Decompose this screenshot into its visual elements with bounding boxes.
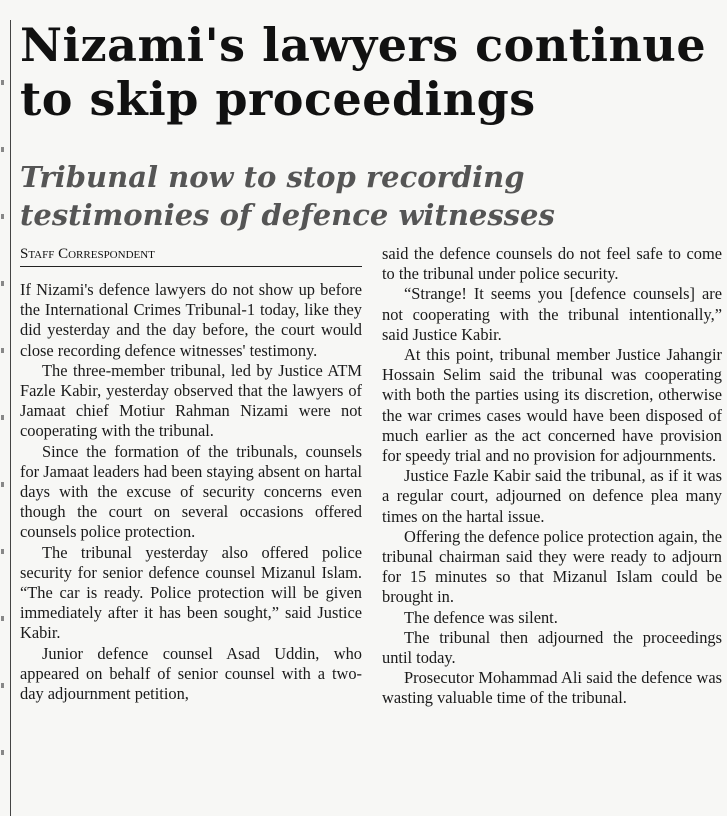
paragraph: Prosecutor Mohammad Ali said the defence was wasting valuable time of the tribunal. bbox=[382, 668, 722, 708]
headline: Nizami's lawyers continue to skip proceedings bbox=[20, 18, 707, 126]
paragraph: Since the formation of the tribunals, counsels for Jamaat leaders had been staying absent on hartal days with the excuse of security concerns even though the court on several occasions offered counsels police protection. bbox=[20, 441, 362, 542]
column-rule bbox=[10, 20, 11, 816]
paragraph: The tribunal then adjourned the proceedings until today. bbox=[382, 627, 722, 668]
paragraph: At this point, tribunal member Justice Jahangir Hossain Selim said the tribunal was cooperating with both the parties using its discretion, otherwise the war crimes cases would have been disposed of much earlier as the act concerned have provision for speedy trial and no provision for adjournments. bbox=[382, 345, 722, 466]
adjacent-column-fragment bbox=[0, 80, 6, 816]
article-column-2 bbox=[382, 244, 722, 709]
paragraph: said the defence counsels do not feel safe to come to the tribunal under police security. bbox=[382, 244, 722, 284]
article-column-1 bbox=[20, 280, 362, 704]
subheadline: Tribunal now to stop recording testimonies of defence witnesses bbox=[20, 160, 555, 232]
paragraph: “Strange! It seems you [defence counsels] are not cooperating with the tribunal intentionally,” said Justice Kabir. bbox=[382, 284, 722, 344]
paragraph: The tribunal yesterday also offered police security for senior defence counsel Mizanul Islam. “The car is ready. Police protection will be given immediately after it has been sought,” said Justice Kabir. bbox=[20, 542, 362, 643]
byline: Staff Correspondent bbox=[20, 244, 362, 267]
paragraph: The defence was silent. bbox=[404, 607, 558, 627]
paragraph: If Nizami's defence lawyers do not show up before the International Crimes Tribunal-1 today, like they did yesterday and the day before, the court would close recording defence witnesses' testimony. bbox=[20, 280, 362, 360]
paragraph: Junior defence counsel Asad Uddin, who appeared on behalf of senior counsel with a two-day adjournment petition, bbox=[20, 643, 362, 704]
paragraph: Offering the defence police protection again, the tribunal chairman said they were ready to adjourn for 15 minutes so that Mizanul Islam could be brought in. bbox=[382, 526, 722, 607]
paragraph: Justice Fazle Kabir said the tribunal, as if it was a regular court, adjourned on defence plea many times on the hartal issue. bbox=[382, 466, 722, 526]
paragraph: The three-member tribunal, led by Justice ATM Fazle Kabir, yesterday observed that the lawyers of Jamaat chief Motiur Rahman Nizami were not cooperating with the tribunal. bbox=[20, 360, 362, 441]
